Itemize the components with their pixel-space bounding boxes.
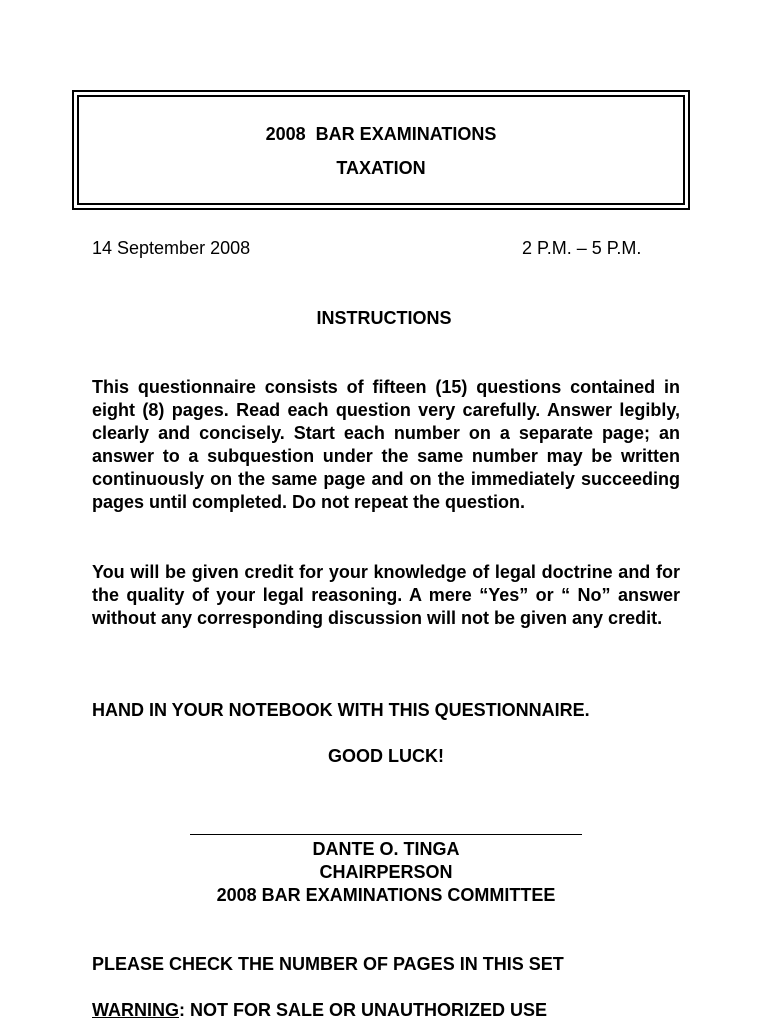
signatory-committee: 2008 BAR EXAMINATIONS COMMITTEE xyxy=(216,885,556,905)
exam-date: 14 September 2008 xyxy=(92,238,251,258)
exam-title: 2008 BAR EXAMINATIONS xyxy=(265,124,497,144)
good-luck-text: GOOD LUCK! xyxy=(328,746,444,766)
warning-notice xyxy=(92,1000,547,1021)
signatory-name: DANTE O. TINGA xyxy=(312,839,460,859)
signatory-position: CHAIRPERSON xyxy=(319,862,453,882)
instructions-heading: INSTRUCTIONS xyxy=(316,308,452,328)
instructions-paragraph-1: This questionnaire consists of fifteen (15) questions contained in eight (8) pages. Read each question very carefully. Answer legibly, clearly and concisely. Start each number on a separate page; an answer to a subquestion under the same number may be written continuously on the same page and on the immediately succeeding pages until completed. Do not repeat the question. xyxy=(92,377,680,512)
exam-subject: TAXATION xyxy=(336,158,426,178)
warning-text: : NOT FOR SALE OR UNAUTHORIZED USE xyxy=(179,1000,547,1020)
signature-block xyxy=(0,838,768,907)
hand-in-notice: HAND IN YOUR NOTEBOOK WITH THIS QUESTIONNAIRE. xyxy=(92,700,590,720)
exam-title-box-inner-border xyxy=(77,95,685,205)
warning-label: WARNING xyxy=(92,1000,179,1020)
signature-line xyxy=(190,834,582,835)
check-pages-notice: PLEASE CHECK THE NUMBER OF PAGES IN THIS SET xyxy=(92,954,564,974)
instructions-paragraph-2: You will be given credit for your knowledge of legal doctrine and for the quality of your legal reasoning. A mere “Yes” or “ No” answer without any corresponding discussion will not be given any credit. xyxy=(92,562,680,628)
exam-title-box xyxy=(72,90,690,210)
exam-time: 2 P.M. – 5 P.M. xyxy=(522,238,642,258)
